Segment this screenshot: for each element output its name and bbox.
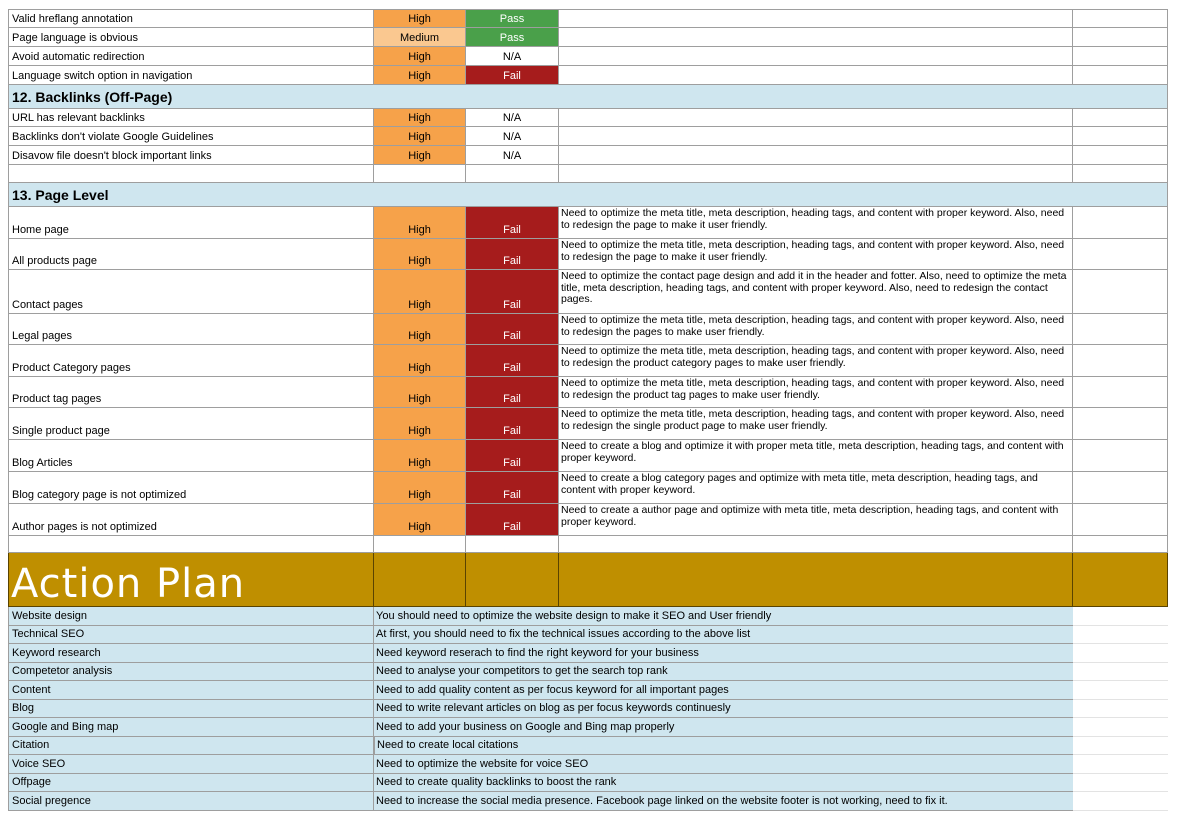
- empty-cell[interactable]: [1073, 239, 1168, 270]
- empty-cell[interactable]: [374, 536, 466, 553]
- check-label: Contact pages: [8, 270, 374, 314]
- table-row[interactable]: [8, 314, 1168, 345]
- action-plan-key: Technical SEO: [8, 626, 374, 645]
- empty-cell[interactable]: [1073, 408, 1168, 440]
- section-header-page-level: 13. Page Level: [8, 183, 1168, 207]
- table-row[interactable]: [8, 408, 1168, 440]
- action-plan-key: Social pregence: [8, 792, 374, 811]
- check-label: Legal pages: [8, 314, 374, 345]
- note-text: Need to optimize the meta title, meta description, heading tags, and content with proper keyword. Also, need to redesign the product category pages to make user friendly.: [561, 345, 1065, 369]
- status-cell: N/A: [466, 47, 559, 66]
- note-text: Need to create a blog and optimize it with proper meta title, meta description, heading tags, and content with proper keyword.: [561, 440, 1064, 464]
- action-plan-row[interactable]: [8, 700, 1168, 719]
- priority-cell: High: [374, 472, 466, 504]
- check-label: Single product page: [8, 408, 374, 440]
- check-label: Valid hreflang annotation: [8, 9, 374, 28]
- status-cell: N/A: [466, 146, 559, 165]
- action-plan-header: [8, 553, 1168, 607]
- action-plan-key: Offpage: [8, 774, 374, 793]
- action-plan-row[interactable]: [8, 607, 1168, 626]
- note-cell[interactable]: [559, 472, 1073, 504]
- empty-cell[interactable]: [1073, 9, 1168, 28]
- note-text: Need to optimize the meta title, meta description, heading tags, and content with proper keyword. Also, need to redesign the page to make it user friendly.: [561, 239, 1065, 263]
- priority-cell: High: [374, 66, 466, 85]
- empty-cell[interactable]: [1073, 472, 1168, 504]
- check-label: Home page: [8, 207, 374, 239]
- action-plan-key: Competetor analysis: [8, 663, 374, 682]
- note-text: Need to optimize the meta title, meta description, heading tags, and content with proper keyword. Also, need to redesign the pages to make user friendly.: [561, 314, 1065, 338]
- empty-cell[interactable]: [1073, 681, 1168, 700]
- empty-cell[interactable]: [374, 165, 466, 183]
- table-row[interactable]: [8, 47, 1168, 66]
- section-header-backlinks: 12. Backlinks (Off-Page): [8, 85, 1168, 109]
- action-plan-key: Voice SEO: [8, 755, 374, 774]
- note-cell[interactable]: [559, 239, 1073, 270]
- empty-cell[interactable]: [1073, 644, 1168, 663]
- check-label: Product tag pages: [8, 377, 374, 408]
- action-plan-row[interactable]: [8, 792, 1168, 811]
- empty-cell[interactable]: [1073, 536, 1168, 553]
- note-cell[interactable]: [559, 28, 1073, 47]
- table-row[interactable]: [8, 504, 1168, 536]
- note-text: Need to create a blog category pages and optimize with meta title, meta description, heading tags, and content with proper keyword.: [561, 472, 1038, 496]
- check-label: Avoid automatic redirection: [8, 47, 374, 66]
- table-row[interactable]: [8, 536, 1168, 553]
- empty-cell[interactable]: [1073, 345, 1168, 377]
- action-plan-value: Need to create quality backlinks to boost the rank: [374, 774, 1073, 793]
- table-row[interactable]: [8, 472, 1168, 504]
- status-cell: Fail: [466, 207, 559, 239]
- empty-cell[interactable]: [1073, 440, 1168, 472]
- note-cell[interactable]: [559, 9, 1073, 28]
- status-cell: Fail: [466, 440, 559, 472]
- priority-cell: High: [374, 314, 466, 345]
- table-row[interactable]: [8, 109, 1168, 127]
- empty-cell[interactable]: [1073, 314, 1168, 345]
- check-label: Author pages is not optimized: [8, 504, 374, 536]
- action-plan-row[interactable]: [8, 718, 1168, 737]
- status-cell: Fail: [466, 270, 559, 314]
- action-plan-row[interactable]: [8, 644, 1168, 663]
- priority-cell: High: [374, 207, 466, 239]
- action-plan-row[interactable]: [8, 755, 1168, 774]
- note-cell[interactable]: [559, 146, 1073, 165]
- note-cell[interactable]: [559, 109, 1073, 127]
- empty-cell[interactable]: [466, 165, 559, 183]
- action-plan-row[interactable]: [8, 737, 1168, 756]
- action-plan-key: Content: [8, 681, 374, 700]
- empty-cell[interactable]: [374, 553, 466, 607]
- empty-cell[interactable]: [1073, 718, 1168, 737]
- action-plan-key: Website design: [8, 607, 374, 626]
- empty-cell[interactable]: [559, 165, 1073, 183]
- status-cell: Fail: [466, 504, 559, 536]
- check-label: Blog category page is not optimized: [8, 472, 374, 504]
- table-row[interactable]: [8, 66, 1168, 85]
- note-cell[interactable]: [559, 207, 1073, 239]
- priority-cell: High: [374, 239, 466, 270]
- note-text: Need to optimize the meta title, meta description, heading tags, and content with proper keyword. Also, need to redesign the product tag pages to make user friendly.: [561, 377, 1065, 401]
- priority-cell: High: [374, 377, 466, 408]
- action-plan-value: At first, you should need to fix the technical issues according to the above list: [374, 626, 1073, 645]
- note-cell[interactable]: [559, 270, 1073, 314]
- action-plan-value: Need to write relevant articles on blog as per focus keywords continuesly: [374, 700, 1073, 719]
- note-cell[interactable]: [559, 377, 1073, 408]
- status-cell: N/A: [466, 127, 559, 146]
- priority-cell: Medium: [374, 28, 466, 47]
- table-row[interactable]: [8, 377, 1168, 408]
- empty-cell[interactable]: [8, 165, 374, 183]
- check-label: Disavow file doesn't block important links: [8, 146, 374, 165]
- empty-cell[interactable]: [1073, 66, 1168, 85]
- check-label: Backlinks don't violate Google Guidelines: [8, 127, 374, 146]
- note-cell[interactable]: [559, 408, 1073, 440]
- empty-cell[interactable]: [1073, 109, 1168, 127]
- action-plan-value: Need to analyse your competitors to get the search top rank: [374, 663, 1073, 682]
- priority-cell: High: [374, 440, 466, 472]
- empty-cell[interactable]: [1073, 737, 1168, 756]
- empty-cell[interactable]: [1073, 504, 1168, 536]
- priority-cell: High: [374, 9, 466, 28]
- check-label: All products page: [8, 239, 374, 270]
- action-plan-row[interactable]: [8, 626, 1168, 645]
- status-cell: N/A: [466, 109, 559, 127]
- table-row[interactable]: [8, 239, 1168, 270]
- check-label: Language switch option in navigation: [8, 66, 374, 85]
- note-cell[interactable]: [559, 47, 1073, 66]
- priority-cell: High: [374, 345, 466, 377]
- table-row[interactable]: [8, 9, 1168, 28]
- action-plan-value: You should need to optimize the website design to make it SEO and User friendly: [374, 607, 1073, 626]
- action-plan-value: Need to increase the social media presence. Facebook page linked on the website footer is not working, need to fix it.: [374, 792, 1073, 811]
- note-cell[interactable]: [559, 504, 1073, 536]
- table-row[interactable]: [8, 270, 1168, 314]
- note-cell[interactable]: [559, 66, 1073, 85]
- empty-cell[interactable]: [466, 536, 559, 553]
- table-row[interactable]: [8, 440, 1168, 472]
- empty-cell[interactable]: [1073, 792, 1168, 811]
- action-plan-row[interactable]: [8, 663, 1168, 682]
- empty-cell[interactable]: [8, 536, 374, 553]
- priority-cell: High: [374, 146, 466, 165]
- priority-cell: High: [374, 109, 466, 127]
- action-plan-value: Need to add quality content as per focus keyword for all important pages: [374, 681, 1073, 700]
- note-text: Need to create a author page and optimize with meta title, meta description, heading tags, and content with proper keyword.: [561, 504, 1059, 528]
- action-plan-key: Google and Bing map: [8, 718, 374, 737]
- note-cell[interactable]: [559, 440, 1073, 472]
- empty-cell[interactable]: [1073, 755, 1168, 774]
- action-plan-value: Need to optimize the website for voice SEO: [374, 755, 1073, 774]
- empty-cell[interactable]: [466, 553, 559, 607]
- empty-cell[interactable]: [1073, 207, 1168, 239]
- table-row[interactable]: [8, 28, 1168, 47]
- status-cell: Fail: [466, 472, 559, 504]
- spreadsheet: [8, 9, 1168, 811]
- priority-cell: High: [374, 47, 466, 66]
- empty-cell[interactable]: [1073, 700, 1168, 719]
- table-row[interactable]: [8, 345, 1168, 377]
- check-label: URL has relevant backlinks: [8, 109, 374, 127]
- empty-cell[interactable]: [1073, 626, 1168, 645]
- action-plan-key: Keyword research: [8, 644, 374, 663]
- priority-cell: High: [374, 504, 466, 536]
- status-cell: Fail: [466, 377, 559, 408]
- action-plan-row[interactable]: [8, 774, 1168, 793]
- empty-cell[interactable]: [1073, 270, 1168, 314]
- check-label: Product Category pages: [8, 345, 374, 377]
- note-text: Need to optimize the meta title, meta description, heading tags, and content with proper keyword. Also, need to redesign the page to make it user friendly.: [561, 207, 1065, 231]
- note-text: Need to optimize the meta title, meta description, heading tags, and content with proper keyword. Also, need to redesign the single product page to make user friendly.: [561, 408, 1065, 432]
- note-cell[interactable]: [559, 314, 1073, 345]
- status-cell: Fail: [466, 66, 559, 85]
- empty-cell[interactable]: [1073, 146, 1168, 165]
- action-plan-value: Need to add your business on Google and Bing map properly: [374, 718, 1073, 737]
- action-plan-row[interactable]: [8, 681, 1168, 700]
- status-cell: Fail: [466, 239, 559, 270]
- action-plan-list: [8, 607, 1168, 811]
- empty-cell[interactable]: [1073, 607, 1168, 626]
- table-row[interactable]: [8, 127, 1168, 146]
- table-row[interactable]: [8, 207, 1168, 239]
- status-cell: Pass: [466, 28, 559, 47]
- check-label: Blog Articles: [8, 440, 374, 472]
- note-text: Need to optimize the contact page design and add it in the header and fotter. Also, need to optimize the meta title, meta description, heading tags, and content with proper keyword. Also, need to redesign the contact pages.: [561, 270, 1067, 305]
- action-plan-value: Need keyword reserach to find the right keyword for your business: [374, 644, 1073, 663]
- status-cell: Fail: [466, 314, 559, 345]
- empty-cell[interactable]: [1073, 127, 1168, 146]
- priority-cell: High: [374, 408, 466, 440]
- note-cell[interactable]: [559, 345, 1073, 377]
- action-plan-title: Action Plan: [8, 553, 374, 607]
- status-cell: Fail: [466, 345, 559, 377]
- empty-cell[interactable]: [559, 553, 1073, 607]
- table-row[interactable]: [8, 165, 1168, 183]
- table-row[interactable]: [8, 146, 1168, 165]
- status-cell: Pass: [466, 9, 559, 28]
- empty-cell[interactable]: [1073, 774, 1168, 793]
- empty-cell[interactable]: [1073, 47, 1168, 66]
- status-cell: Fail: [466, 408, 559, 440]
- empty-cell[interactable]: [1073, 663, 1168, 682]
- empty-cell[interactable]: [1073, 553, 1168, 607]
- empty-cell[interactable]: [1073, 28, 1168, 47]
- note-cell[interactable]: [559, 127, 1073, 146]
- empty-cell[interactable]: [559, 536, 1073, 553]
- check-label: Page language is obvious: [8, 28, 374, 47]
- empty-cell[interactable]: [1073, 377, 1168, 408]
- priority-cell: High: [374, 127, 466, 146]
- action-plan-key: Blog: [8, 700, 374, 719]
- action-plan-key: Citation: [8, 737, 374, 756]
- priority-cell: High: [374, 270, 466, 314]
- empty-cell[interactable]: [1073, 165, 1168, 183]
- action-plan-value: Need to create local citations: [374, 737, 1073, 756]
